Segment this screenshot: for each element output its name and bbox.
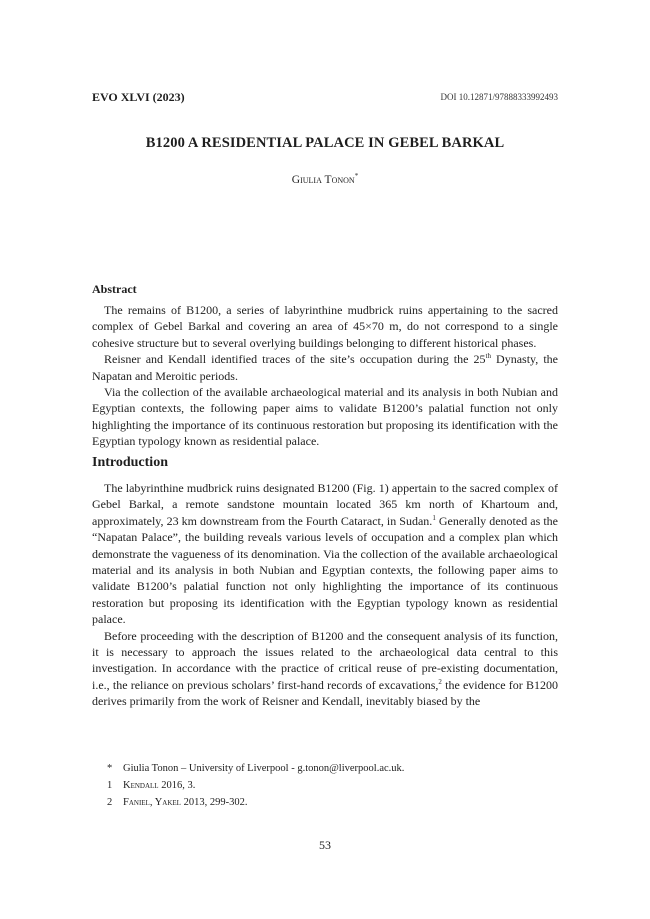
text-run: the evidence for B1200 derives primarily from the work of Reisner and Kendall, inevitably biased by the — [92, 677, 559, 709]
abstract-body — [92, 302, 558, 450]
footnote-ref-2[interactable]: 2 — [438, 677, 442, 686]
page-number: 53 — [319, 838, 331, 852]
abstract-paragraph-2 — [92, 351, 558, 384]
text-run: The labyrinthine mudbrick ruins designated B1200 (Fig. 1) appertain to the sacred complex of Gebel Barkal, a remote sandstone mountain located 365 km north of Khartoum and, approximately, 23 km downstream from the Fourth Cataract, in Sudan. — [92, 481, 558, 528]
footnotes — [107, 760, 404, 811]
article-title: B1200 A RESIDENTIAL PALACE IN GEBEL BARKAL — [145, 135, 505, 151]
footnote-author-name: Kendall — [123, 780, 159, 791]
footnote-text: 2013, 299-302. — [180, 797, 248, 808]
abstract-heading: Abstract — [92, 282, 137, 296]
doi-header[interactable]: DOI 10.12871/97888333992493 — [440, 92, 558, 102]
journal-header: EVO XLVI (2023) — [92, 90, 185, 104]
superscript: th — [485, 352, 491, 361]
footnote-mark: * — [107, 763, 113, 774]
footnote-mark: 1 — [107, 780, 113, 791]
footnote-author-name: Faniel, Yakel — [123, 797, 181, 808]
abstract-paragraph-1: The remains of B1200, a series of labyrinthine mudbrick ruins appertaining to the sacred complex of Gebel Barkal and covering an area of 45×70 m, do not correspond to a single cohesive structure but to several overlying buildings belonging to different historical phases. — [92, 303, 558, 350]
introduction-heading: Introduction — [92, 455, 168, 470]
footnote-2 — [107, 794, 404, 811]
footnote-text: 2016, 3. — [158, 780, 196, 791]
text-run: Before proceeding with the description of B1200 and the consequent analysis of its function, it is necessary to approach the issues related to the archaeological data central to this investigation. In accordance with the practice of critical reuse of pre-existing documentation, i.e., the reliance on previous scholars’ first-hand records of excavations, — [92, 628, 558, 692]
footnote-mark: 2 — [107, 797, 113, 808]
introduction-body — [92, 480, 558, 710]
footnote-author — [107, 760, 404, 777]
author-note-mark: * — [354, 172, 359, 181]
intro-paragraph-1 — [92, 480, 558, 628]
footnote-ref-1[interactable]: 1 — [432, 513, 436, 522]
text-run: Dynasty, the Napatan and Meroitic periods. — [92, 352, 558, 383]
author-name: Giulia Tonon — [291, 174, 355, 186]
abstract-paragraph-3: Via the collection of the available archaeological material and its analysis in both Nubian and Egyptian contexts, the following paper aims to validate B1200’s palatial function not only highlighting the importance of its continuous restoration but proposing its identification with the Egyptian typology known as residential palace. — [92, 385, 558, 449]
author-line — [0, 174, 650, 186]
footnote-1 — [107, 777, 404, 794]
intro-paragraph-2 — [92, 628, 558, 710]
footnote-text: Giulia Tonon – University of Liverpool - g.tonon@liverpool.ac.uk. — [123, 763, 405, 774]
text-run: Reisner and Kendall identified traces of the site’s occupation during the 25 — [104, 352, 486, 367]
text-run: Generally denoted as the “Napatan Palace”, the building reveals various levels of occupation and a complex plan which demonstrate the vagueness of its denomination. Via the collection of the available archaeological material and its analysis in both Nubian and Egyptian contexts, the following paper aims to validate B1200’s palatial function not only highlighting the importance of its continuous restoration but proposing its identification with the Egyptian typology known as residential palace. — [92, 513, 558, 627]
